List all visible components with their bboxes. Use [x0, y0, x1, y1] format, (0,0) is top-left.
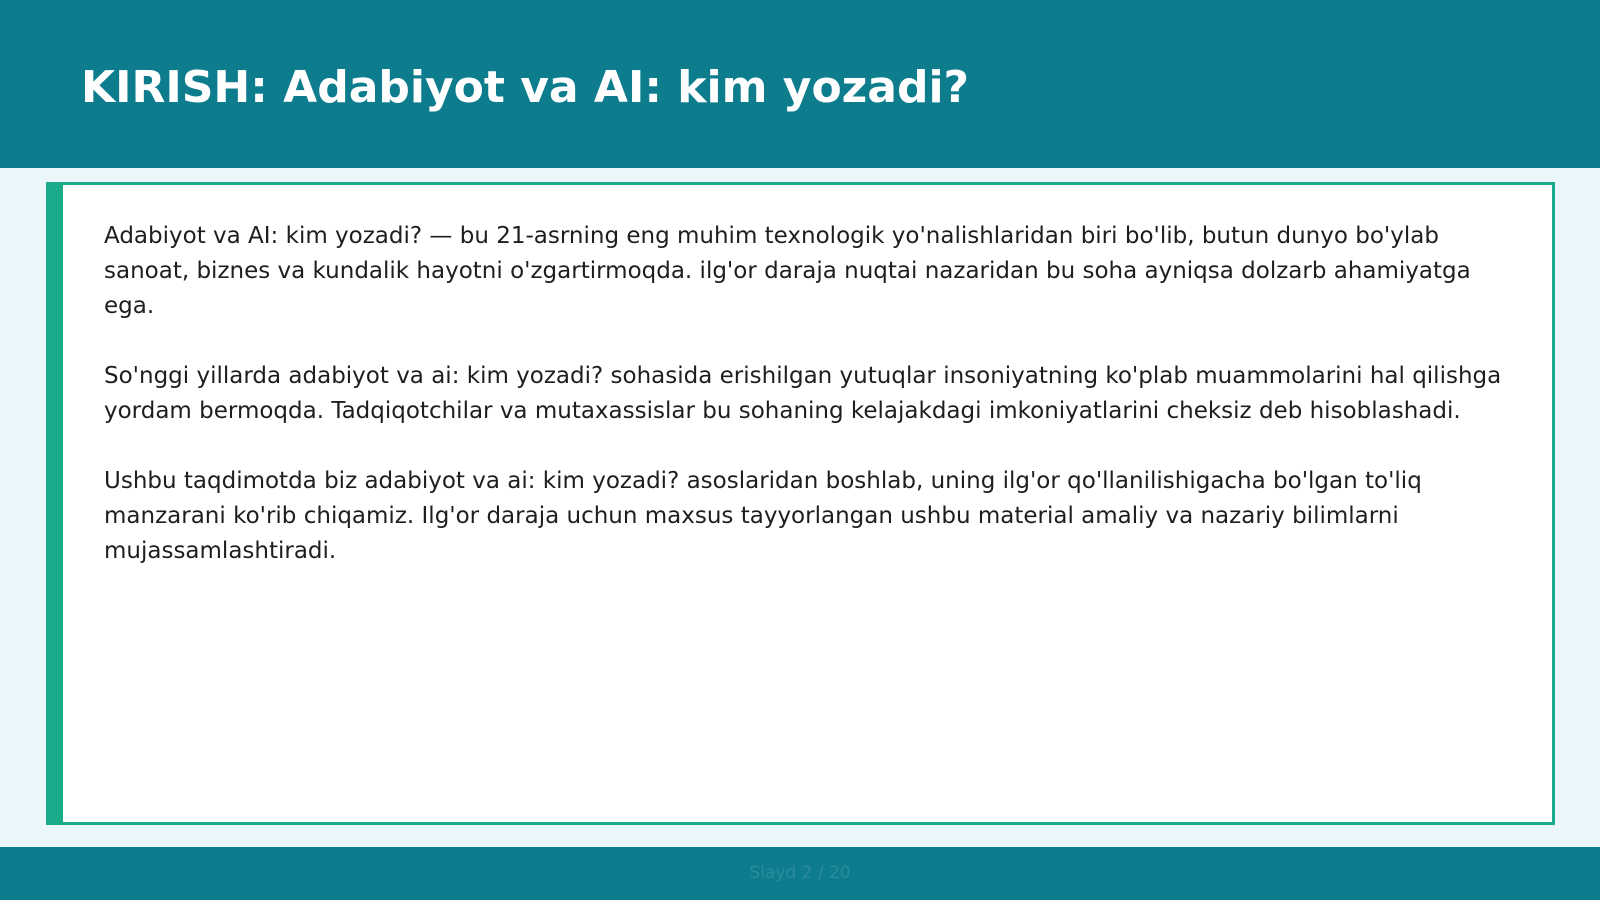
content-body	[104, 219, 1524, 604]
paragraph-overview: Ushbu taqdimotda biz adabiyot va ai: kim yozadi? asoslaridan boshlab, uning ilg'or qo'llanilishigacha bo'lgan to'liq manzarani ko'rib chiqamiz. Ilg'or daraja uchun maxsus tayyorlangan ushbu material amaliy va nazariy bilimlarni mujassamlashtiradi.	[104, 468, 1422, 564]
slide-number: Slayd 2 / 20	[749, 863, 851, 883]
content-card	[46, 182, 1555, 825]
paragraph-intro: Adabiyot va AI: kim yozadi? — bu 21-asrning eng muhim texnologik yo'nalishlaridan biri bo'lib, butun dunyo bo'ylab sanoat, biznes va kundalik hayotni o'zgartirmoqda. ilg'or daraja nuqtai nazaridan bu soha ayniqsa dolzarb ahamiyatga ega.	[104, 223, 1471, 319]
paragraph-achievements: So'nggi yillarda adabiyot va ai: kim yozadi? sohasida erishilgan yutuqlar insoniyatning ko'plab muammolarini hal qilishga yordam bermoqda. Tadqiqotchilar va mutaxassislar bu sohaning kelajakdagi imkoniyatlarini cheksiz deb hisoblashadi.	[104, 363, 1502, 424]
slide-footer	[0, 847, 1600, 900]
slide-title: KIRISH: Adabiyot va AI: kim yozadi?	[81, 62, 970, 113]
slide-header	[0, 0, 1600, 168]
